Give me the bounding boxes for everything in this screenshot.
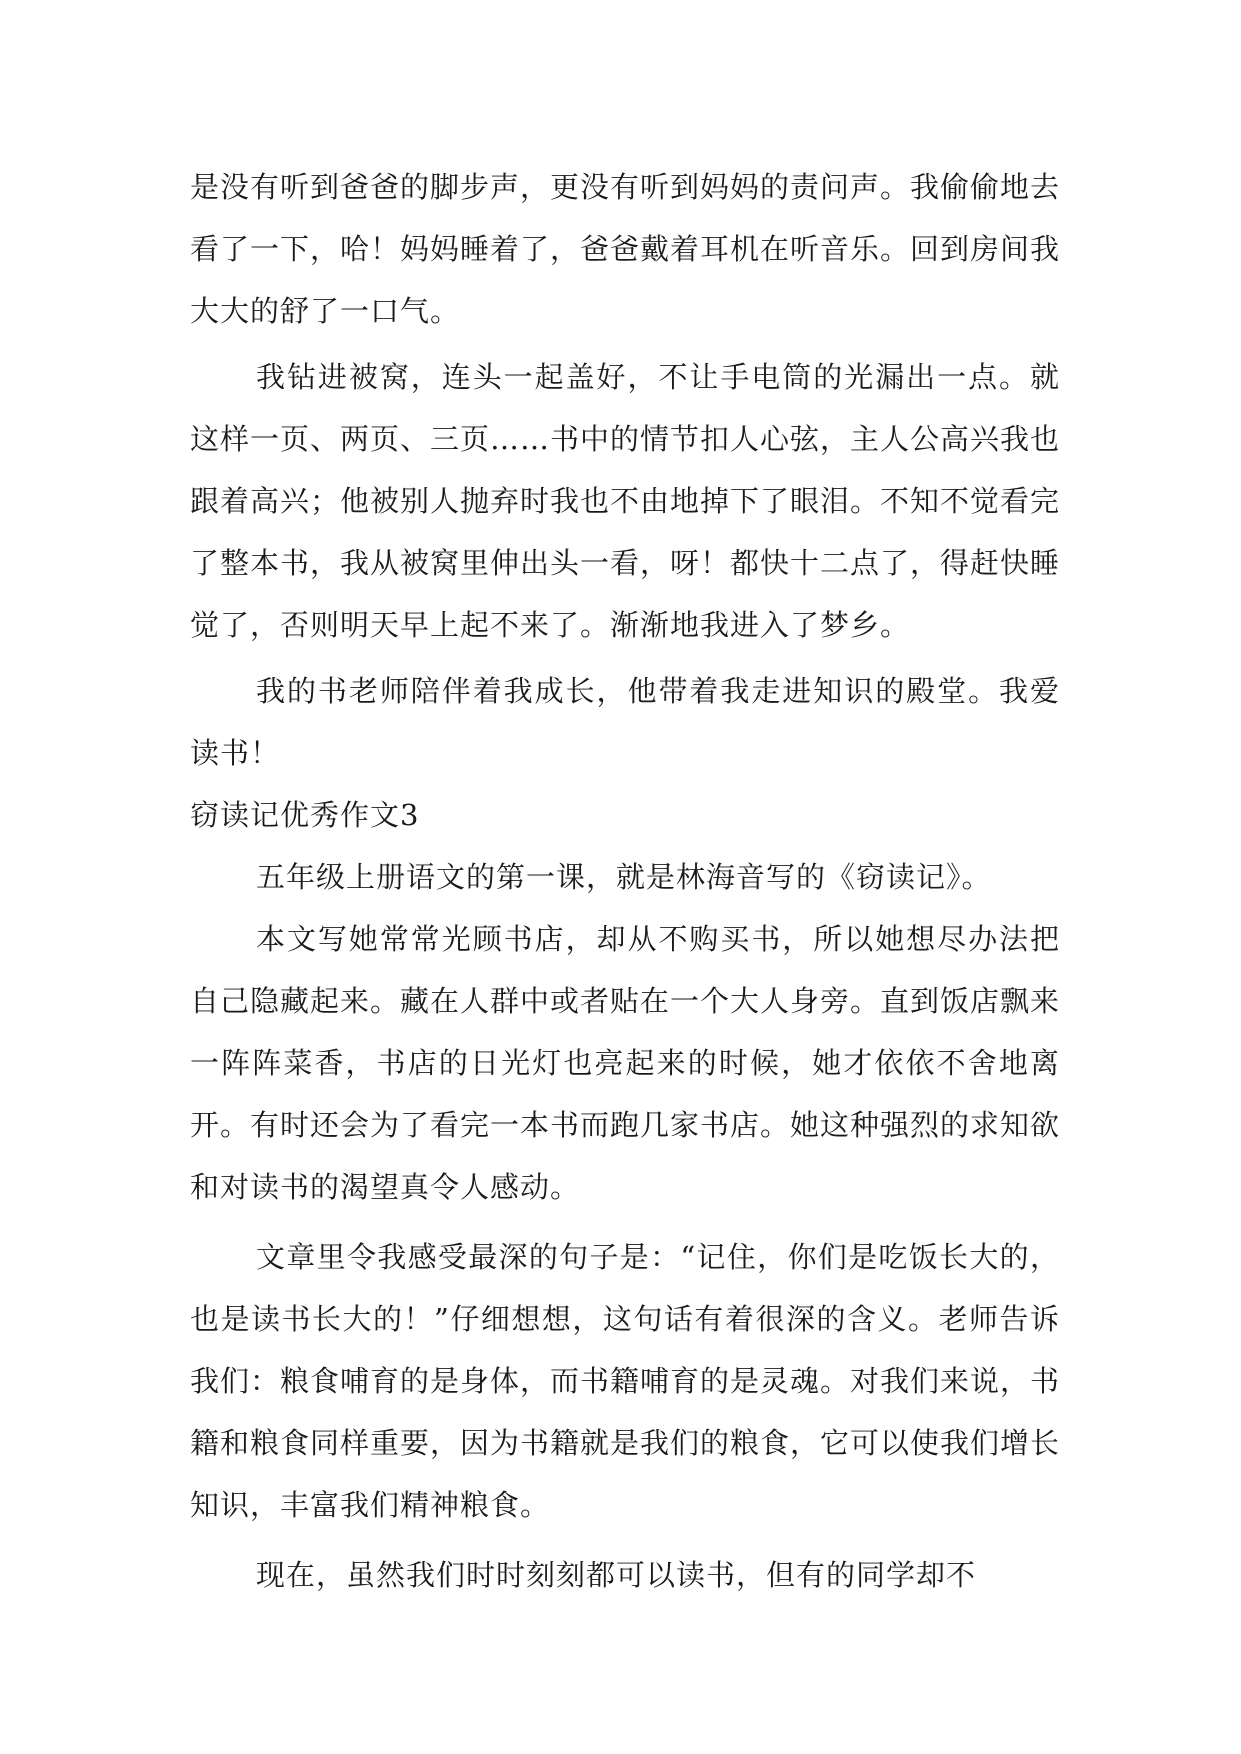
paragraph: 是没有听到爸爸的脚步声，更没有听到妈妈的责问声。我偷偷地去看了一下，哈！妈妈睡着了，爸爸戴着耳机在听音乐。回到房间我大大的舒了一口气。	[190, 170, 1061, 328]
paragraph: 五年级上册语文的第一课，就是林海音写的《窃读记》。	[256, 860, 992, 894]
paragraph: 文章里令我感受最深的句子是：“记住，你们是吃饭长大的，也是读书长大的！”仔细想想，这句话有着很深的含义。老师告诉我们：粮食哺育的是身体，而书籍哺育的是灵魂。对我们来说，书籍和粮食同样重要，因为书籍就是我们的粮食，它可以使我们增长知识，丰富我们精神粮食。	[190, 1240, 1061, 1522]
paragraph: 我钻进被窝，连头一起盖好，不让手电筒的光漏出一点。就这样一页、两页、三页……书中的情节扣人心弦，主人公高兴我也跟着高兴；他被别人抛弃时我也不由地掉下了眼泪。不知不觉看完了整本书，我从被窝里伸出头一看，呀！都快十二点了，得赶快睡觉了，否则明天早上起不来了。渐渐地我进入了梦乡。	[190, 360, 1061, 642]
document-body	[190, 156, 1060, 1606]
paragraph: 本文写她常常光顾书店，却从不购买书，所以她想尽办法把自己隐藏起来。藏在人群中或者贴在一个大人身旁。直到饭店飘来一阵阵菜香，书店的日光灯也亮起来的时候，她才依依不舍地离开。有时还会为了看完一本书而跑几家书店。她这种强烈的求知欲和对读书的渴望真令人感动。	[190, 922, 1061, 1204]
section-heading: 窃读记优秀作文3	[190, 798, 420, 832]
paragraph: 我的书老师陪伴着我成长，他带着我走进知识的殿堂。我爱读书！	[190, 674, 1060, 770]
paragraph: 现在，虽然我们时时刻刻都可以读书，但有的同学却不	[256, 1558, 977, 1592]
